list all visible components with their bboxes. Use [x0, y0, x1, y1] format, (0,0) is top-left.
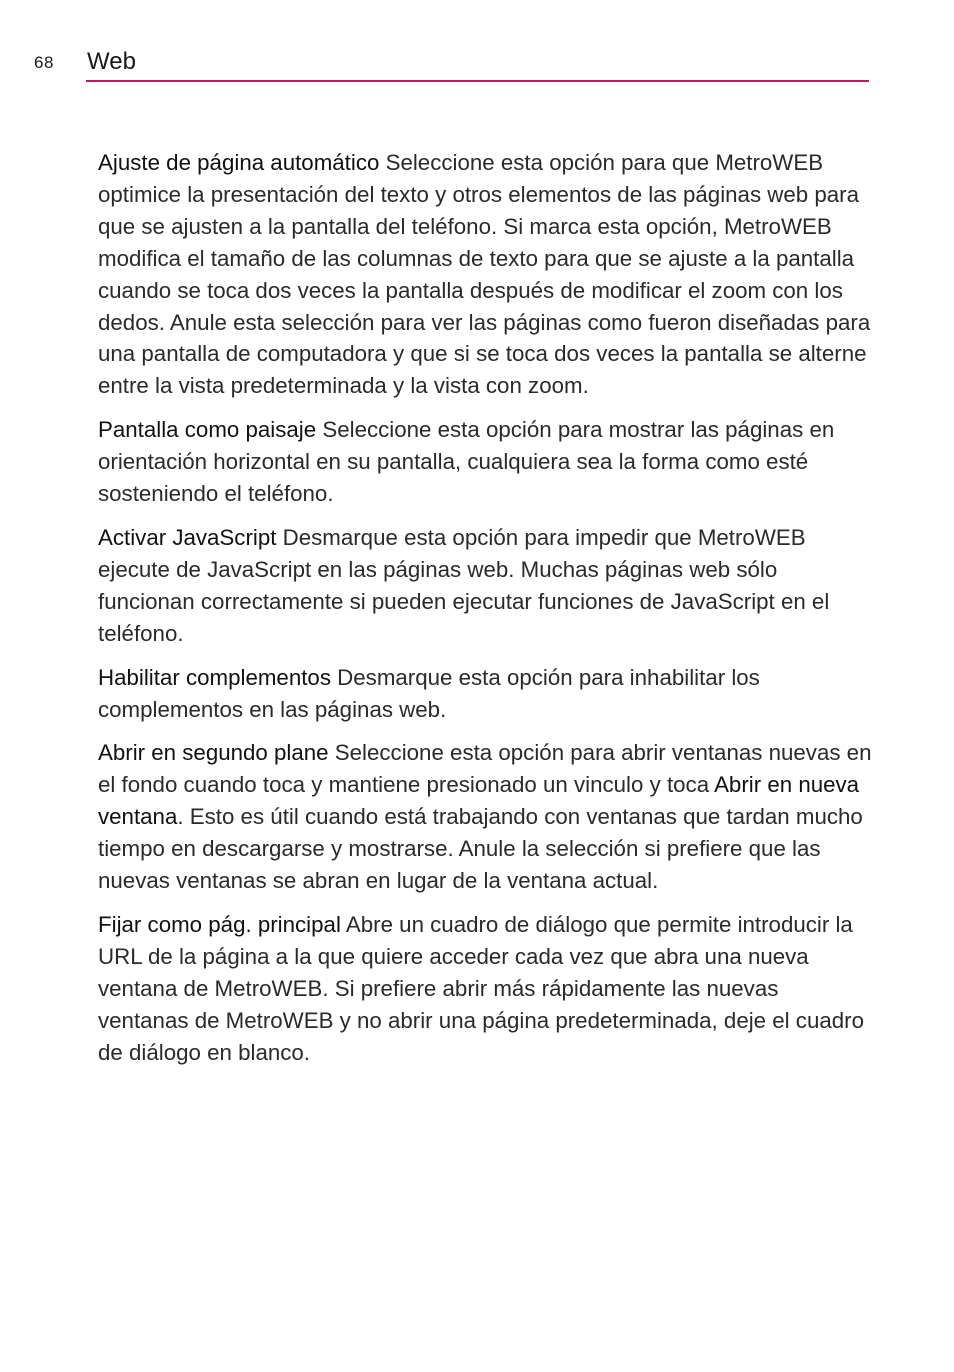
entry-text: . Esto es útil cuando está trabajando con ventanas que tardan mucho tiempo en descargarse y mostrarse. Anule la selección si prefiere que las nuevas ventanas se abran en lugar de la ventana actual.: [98, 804, 863, 894]
entry-fijar-como-pag-principal: [98, 909, 874, 1069]
settings-description-list: [98, 147, 874, 1080]
entry-text: Abre un cuadro de diálogo que permite introducir la URL de la página a la que quiere acceder cada vez que abra una nueva ventana de MetroWEB. Si prefiere abrir más rápidamente las nuevas ventanas de MetroWEB y no abrir una página predeterminada, deje el cuadro de diálogo en blanco.: [98, 911, 864, 1065]
entry-text: Desmarque esta opción para inhabilitar los complementos en las páginas web.: [98, 664, 760, 722]
entry-text: Desmarque esta opción para impedir que MetroWEB ejecute de JavaScript en las páginas web. Muchas páginas web sólo funcionan correctamente si pueden ejecutar funciones de JavaScript en el teléfono.: [98, 524, 830, 646]
entry-pantalla-como-paisaje: [98, 414, 874, 510]
page-number: 68: [34, 53, 54, 72]
entry-term: Activar JavaScript: [98, 524, 277, 550]
entry-term: Ajuste de página automático: [98, 150, 380, 175]
entry-term: Abrir en segundo plane: [98, 740, 329, 766]
entry-term: Pantalla como paisaje: [98, 417, 317, 443]
entry-term: Habilitar complementos: [98, 664, 331, 690]
entry-inline-term: Abrir en nueva ventana: [98, 772, 860, 830]
entry-ajuste-de-pagina: [98, 147, 874, 402]
entry-habilitar-complementos: [98, 662, 874, 726]
header-rule: [86, 80, 869, 82]
entry-activar-javascript: [98, 522, 874, 650]
entry-term: Fijar como pág. principal: [98, 911, 341, 937]
entry-text: Seleccione esta opción para abrir ventanas nuevas en el fondo cuando toca y mantiene presionado un vinculo y toca: [98, 740, 872, 798]
section-title: Web: [87, 48, 136, 75]
entry-abrir-en-segundo-plane: [98, 737, 874, 897]
entry-text: Seleccione esta opción para que MetroWEB optimice la presentación del texto y otros elementos de las páginas web para que se ajusten a la pantalla del teléfono. Si marca esta opción, MetroWEB modifica el tamaño de las columnas de texto para que se ajuste a la pantalla cuando se toca dos veces la pantalla después de modificar el zoom con los dedos. Anule esta selección para ver las páginas como fueron diseñadas para una pantalla de computadora y que si se toca dos veces la pantalla se alterne entre la vista predeterminada y la vista con zoom.: [98, 150, 871, 399]
entry-text: Seleccione esta opción para mostrar las páginas en orientación horizontal en su pantalla, cualquiera sea la forma como esté sosteniendo el teléfono.: [98, 417, 835, 507]
